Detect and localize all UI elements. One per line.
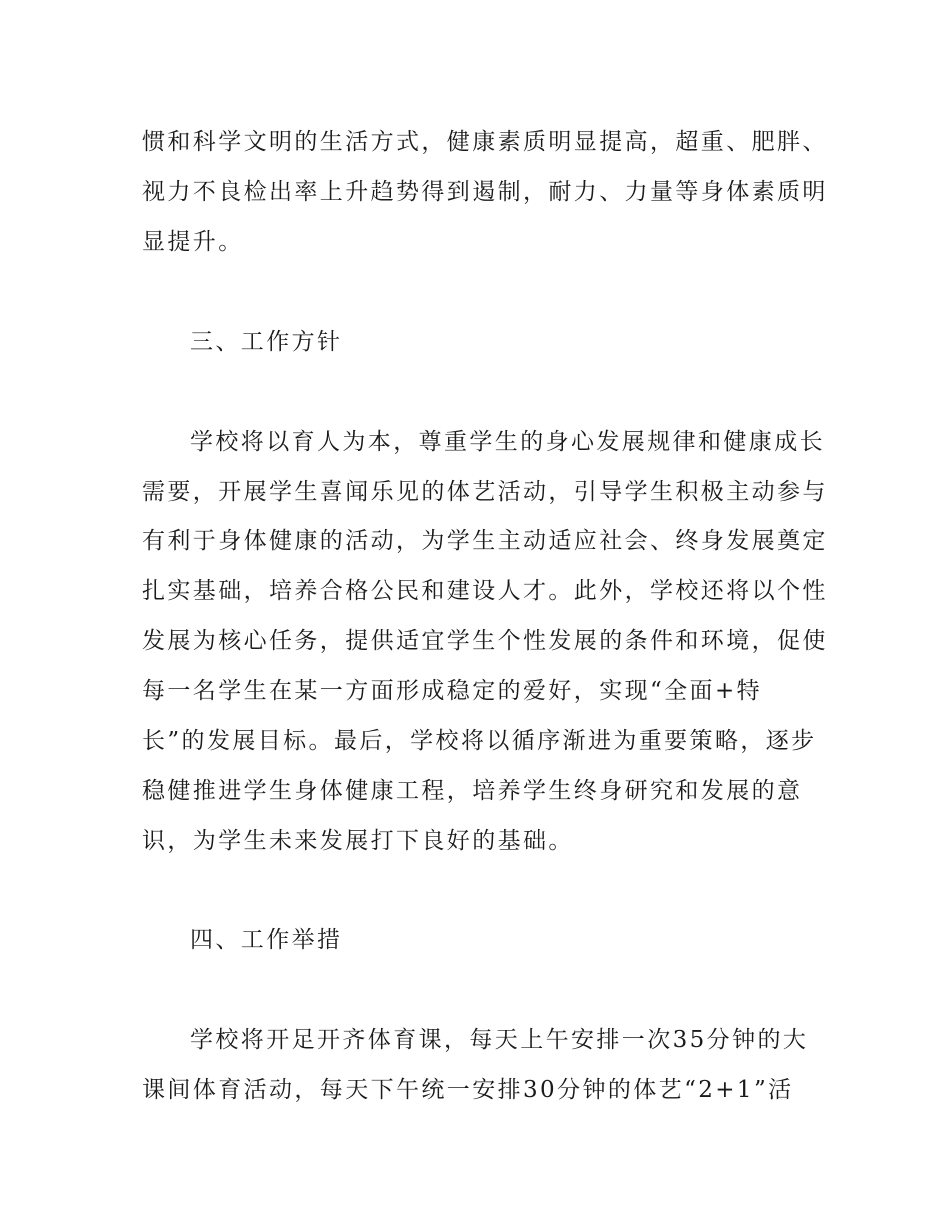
paragraph-line: 扎实基础，培养合格公民和建设人才。此外，学校还将以个性: [142, 578, 828, 604]
paragraph-line: 发展为核心任务，提供适宜学生个性发展的条件和环境，促使: [142, 628, 828, 654]
paragraph-line: 学校将以育人为本，尊重学生的身心发展规律和健康成长: [190, 429, 825, 455]
paragraph-line: 显提升。: [142, 229, 244, 255]
paragraph-line: 识，为学生未来发展打下良好的基础。: [142, 828, 574, 854]
paragraph-line: 需要，开展学生喜闻乐见的体艺活动，引导学生积极主动参与: [142, 479, 828, 505]
paragraph-line: 稳健推进学生身体健康工程，培养学生终身研究和发展的意: [142, 778, 803, 804]
section-heading-3: 三、工作方针: [190, 329, 343, 355]
paragraph-line: 长”的发展目标。最后，学校将以循序渐进为重要策略，逐步: [142, 728, 817, 754]
section-heading-4: 四、工作举措: [190, 927, 343, 953]
paragraph-line: 学校将开足开齐体育课，每天上午安排一次35分钟的大: [190, 1027, 809, 1053]
paragraph-line: 视力不良检出率上升趋势得到遏制，耐力、力量等身体素质明: [142, 179, 828, 205]
paragraph-line: 有利于身体健康的活动，为学生主动适应社会、终身发展奠定: [142, 528, 828, 554]
paragraph-line: 课间体育活动，每天下午统一安排30分钟的体艺“2+1”活: [142, 1077, 794, 1103]
paragraph-line: 每一名学生在某一方面形成稳定的爱好，实现“全面+特: [142, 678, 763, 704]
paragraph-line: 惯和科学文明的生活方式，健康素质明显提高，超重、肥胖、: [142, 129, 828, 155]
